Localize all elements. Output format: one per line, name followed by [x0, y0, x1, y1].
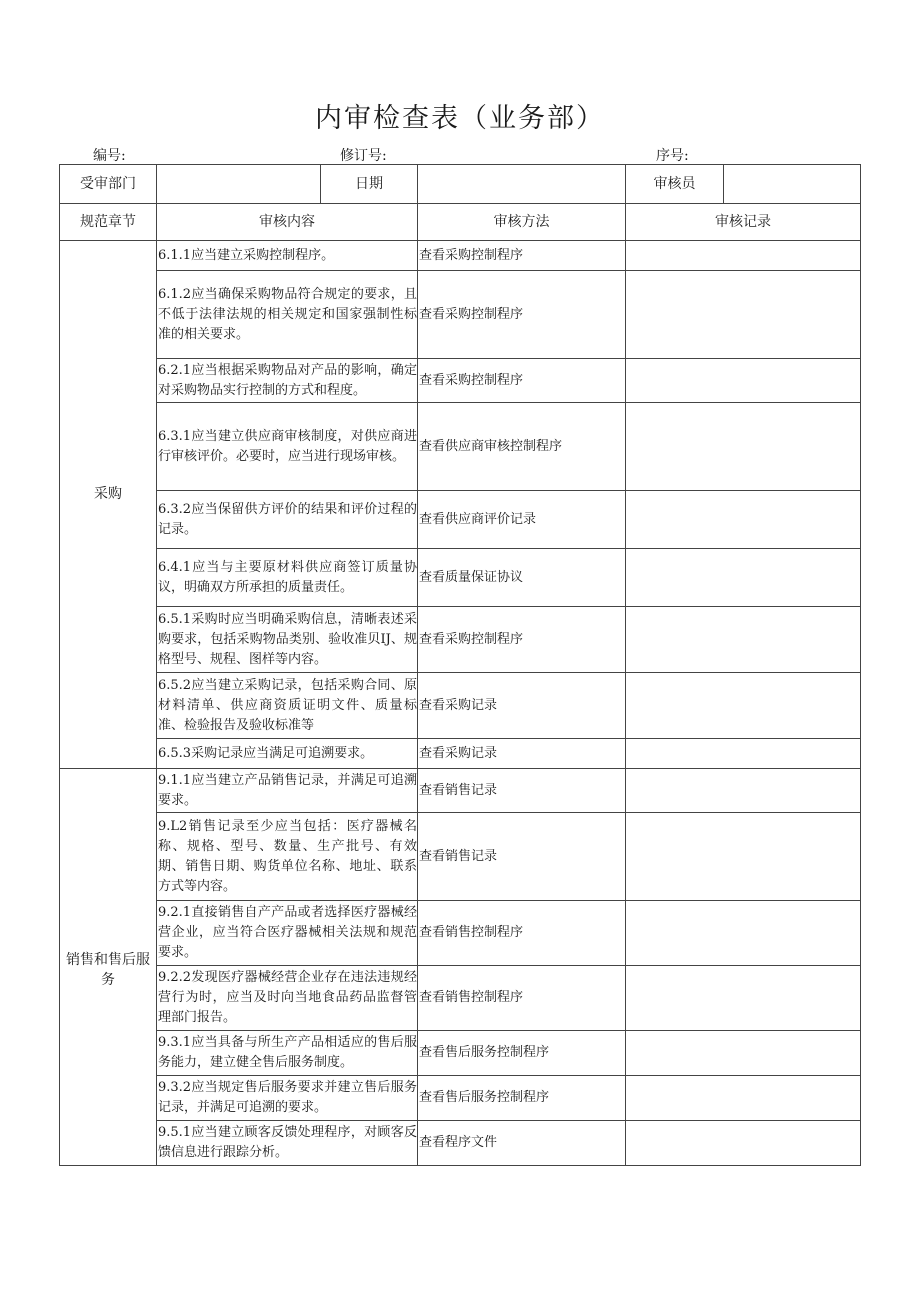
- section-name-cell: 销售和售后服务: [60, 769, 157, 1166]
- audit-content-cell: 6.3.2应当保留供方评价的结果和评价过程的记录。: [157, 491, 418, 549]
- date-label: 日期: [321, 165, 418, 204]
- audit-content-cell: 6.4.1应当与主要原材料供应商签订质量协议，明确双方所承担的质量责任。: [157, 549, 418, 607]
- table-row: [60, 1076, 861, 1121]
- table-row: [60, 1121, 861, 1166]
- audit-method-cell: 查看销售记录: [418, 813, 626, 901]
- audit-method-cell: 查看售后服务控制程序: [418, 1076, 626, 1121]
- audit-method-cell: 查看供应商评价记录: [418, 491, 626, 549]
- audit-content-cell: 6.1.2应当确保采购物品符合规定的要求，且不低于法律法规的相关规定和国家强制性标准的相关要求。: [157, 271, 418, 359]
- table-row: [60, 607, 861, 673]
- audit-record-cell[interactable]: [626, 491, 861, 549]
- revision-label: 修订号:: [340, 148, 387, 164]
- audit-method-cell: 查看采购记录: [418, 673, 626, 739]
- page-title: 内审检查表（业务部）: [315, 103, 605, 134]
- audit-record-cell[interactable]: [626, 739, 861, 769]
- column-header-method: 审核方法: [418, 204, 626, 241]
- audit-method-cell: 查看采购记录: [418, 739, 626, 769]
- audit-record-cell[interactable]: [626, 769, 861, 813]
- audit-method-cell: 查看供应商审核控制程序: [418, 403, 626, 491]
- column-header-section: 规范章节: [60, 204, 157, 241]
- audit-record-cell[interactable]: [626, 359, 861, 403]
- table-row: [60, 549, 861, 607]
- audit-content-cell: 9.L2销售记录至少应当包括：医疗器械名称、规格、型号、数量、生产批号、有效期、销售日期、购货单位名称、地址、联系方式等内容。: [157, 813, 418, 901]
- audit-method-cell: 查看采购控制程序: [418, 359, 626, 403]
- table-row: [60, 673, 861, 739]
- table-row: [60, 813, 861, 901]
- table-row: [60, 901, 861, 966]
- dept-label: 受审部门: [60, 165, 157, 204]
- audit-content-cell: 6.1.1应当建立采购控制程序。: [157, 241, 418, 271]
- audit-record-cell[interactable]: [626, 549, 861, 607]
- audit-record-cell[interactable]: [626, 241, 861, 271]
- audit-content-cell: 6.2.1应当根据采购物品对产品的影响，确定对采购物品实行控制的方式和程度。: [157, 359, 418, 403]
- date-value-cell[interactable]: [418, 165, 626, 204]
- auditor-label: 审核员: [626, 165, 724, 204]
- audit-content-cell: 9.1.1应当建立产品销售记录，并满足可追溯要求。: [157, 769, 418, 813]
- table-row: [60, 491, 861, 549]
- audit-record-cell[interactable]: [626, 1121, 861, 1166]
- audit-content-cell: 6.5.3采购记录应当满足可追溯要求。: [157, 739, 418, 769]
- audit-content-cell: 9.2.2发现医疗器械经营企业存在违法违规经营行为时，应当及时向当地食品药品监督管理部门报告。: [157, 966, 418, 1031]
- audit-record-cell[interactable]: [626, 607, 861, 673]
- table-row: [60, 1031, 861, 1076]
- number-label: 编号:: [93, 148, 126, 164]
- audit-record-cell[interactable]: [626, 901, 861, 966]
- audit-content-cell: 6.3.1应当建立供应商审核制度，对供应商进行审核评价。必要时，应当进行现场审核。: [157, 403, 418, 491]
- audit-record-cell[interactable]: [626, 966, 861, 1031]
- audit-record-cell[interactable]: [626, 813, 861, 901]
- dept-value-cell[interactable]: [157, 165, 321, 204]
- audit-method-cell: 查看销售控制程序: [418, 966, 626, 1031]
- table-row: [60, 241, 861, 271]
- audit-method-cell: 查看采购控制程序: [418, 607, 626, 673]
- table-row: [60, 271, 861, 359]
- audit-method-cell: 查看采购控制程序: [418, 241, 626, 271]
- audit-content-cell: 6.5.2应当建立采购记录，包括采购合同、原材料清单、供应商资质证明文件、质量标准、检验报告及验收标准等: [157, 673, 418, 739]
- audit-table: [59, 164, 861, 1166]
- audit-record-cell[interactable]: [626, 1031, 861, 1076]
- table-row: [60, 403, 861, 491]
- audit-method-cell: 查看质量保证协议: [418, 549, 626, 607]
- audit-content-cell: 9.5.1应当建立顾客反馈处理程序，对顾客反馈信息进行跟踪分析。: [157, 1121, 418, 1166]
- sequence-label: 序号:: [656, 148, 689, 164]
- header-info-row: [60, 165, 861, 204]
- audit-content-cell: 9.3.2应当规定售后服务要求并建立售后服务记录，并满足可追溯的要求。: [157, 1076, 418, 1121]
- audit-record-cell[interactable]: [626, 1076, 861, 1121]
- audit-method-cell: 查看销售控制程序: [418, 901, 626, 966]
- column-header-row: [60, 204, 861, 241]
- audit-content-cell: 6.5.1采购时应当明确采购信息，清晰表述采购要求，包括采购物品类别、验收准贝IJ、规格型号、规程、图样等内容。: [157, 607, 418, 673]
- table-row: [60, 769, 861, 813]
- audit-method-cell: 查看采购控制程序: [418, 271, 626, 359]
- table-row: [60, 359, 861, 403]
- column-header-content: 审核内容: [157, 204, 418, 241]
- table-row: [60, 739, 861, 769]
- section-name-cell: 采购: [60, 241, 157, 769]
- audit-record-cell[interactable]: [626, 673, 861, 739]
- audit-method-cell: 查看程序文件: [418, 1121, 626, 1166]
- auditor-value-cell[interactable]: [724, 165, 861, 204]
- audit-method-cell: 查看售后服务控制程序: [418, 1031, 626, 1076]
- audit-record-cell[interactable]: [626, 271, 861, 359]
- column-header-record: 审核记录: [626, 204, 861, 241]
- audit-method-cell: 查看销售记录: [418, 769, 626, 813]
- audit-content-cell: 9.2.1直接销售自产产品或者选择医疗器械经营企业，应当符合医疗器械相关法规和规范要求。: [157, 901, 418, 966]
- audit-record-cell[interactable]: [626, 403, 861, 491]
- audit-content-cell: 9.3.1应当具备与所生产产品相适应的售后服务能力，建立健全售后服务制度。: [157, 1031, 418, 1076]
- table-row: [60, 966, 861, 1031]
